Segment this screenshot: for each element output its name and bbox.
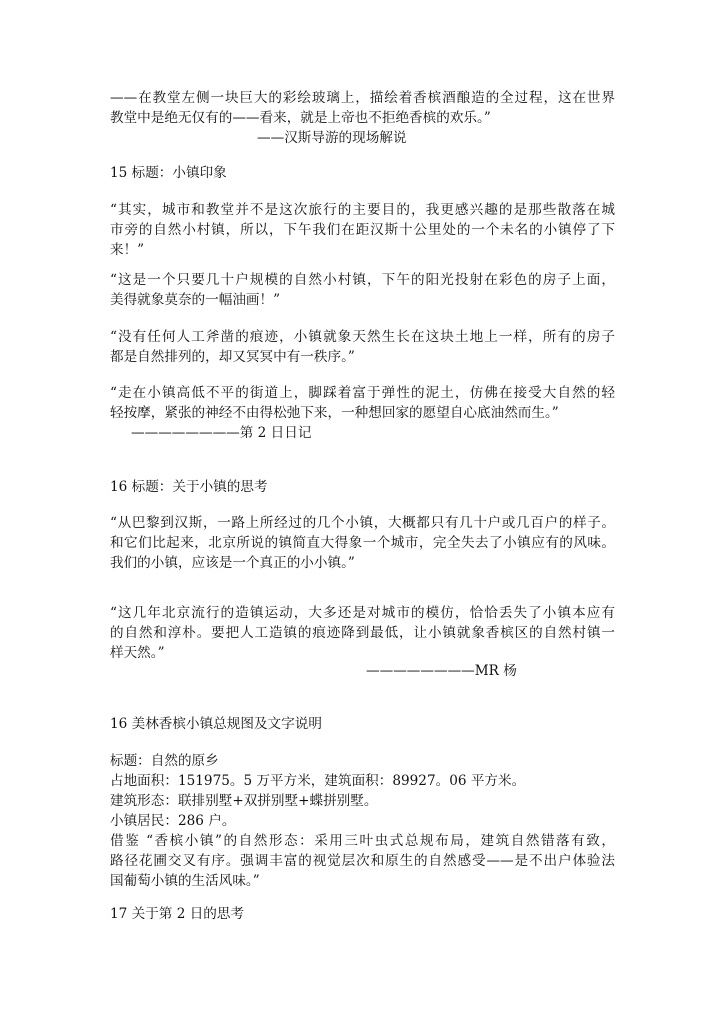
plan-form: 建筑形态：联排别墅+双拼别墅+蝶拼别墅。	[110, 793, 378, 809]
paragraph-line: 轻按摩，紧张的神经不由得松弛下来，一种想回家的愿望自心底油然而生。”	[110, 405, 559, 421]
paragraph-line: 美得就象莫奈的一幅油画！”	[110, 292, 281, 308]
plan-reference-line: 路径花圃交叉有序。强调丰富的视觉层次和原生的自然感受——是不出户体验法	[110, 853, 615, 869]
intro-quote-line: 教堂中是绝无仅有的——看来，就是上帝也不拒绝香槟的欢乐。”	[110, 110, 491, 126]
intro-attribution: ——汉斯导游的现场解说	[257, 130, 407, 146]
paragraph-line: 市旁的自然小村镇，所以，下午我们在距汉斯十公里处的一个未名的小镇停了下	[110, 222, 615, 238]
intro-quote	[110, 88, 615, 128]
paragraph-line: “这是一个只要几十户规模的自然小村镇，下午的阳光投射在彩色的房子上面，	[110, 272, 615, 288]
section-15-heading: 15 标题：小镇印象	[110, 165, 227, 181]
s16-attribution: ————————MR 杨	[366, 663, 517, 679]
paragraph-line: 和它们比起来，北京所说的镇简直大得象一个城市，完全失去了小镇应有的风味。	[110, 535, 615, 551]
plan-residents: 小镇居民：286 户。	[110, 813, 236, 829]
s15-paragraph-4	[110, 383, 615, 423]
paragraph-line: 来！”	[110, 242, 145, 258]
s16-paragraph-2	[110, 603, 615, 663]
section-16-heading: 16 标题：关于小镇的思考	[110, 479, 268, 495]
s15-attribution: ————————第 2 日日记	[131, 425, 312, 441]
plan-area: 占地面积：151975。5 万平方米，建筑面积：89927。06 平方米。	[110, 773, 526, 789]
plan-reference-line: 国葡萄小镇的生活风味。”	[110, 873, 260, 889]
paragraph-line: “没有任何人工斧凿的痕迹，小镇就象天然生长在这块土地上一样，所有的房子	[110, 329, 615, 345]
paragraph-line: “这几年北京流行的造镇运动，大多还是对城市的模仿，恰恰丢失了小镇本应有	[110, 605, 615, 621]
paragraph-line: “走在小镇高低不平的街道上，脚踩着富于弹性的泥土，仿佛在接受大自然的轻	[110, 385, 615, 401]
paragraph-line: 都是自然排列的，却又冥冥中有一秩序。”	[110, 349, 355, 365]
plan-description	[110, 751, 615, 891]
paragraph-line: 的自然和淳朴。要把人工造镇的痕迹降到最低，让小镇就象香槟区的自然村镇一	[110, 625, 615, 641]
paragraph-line: 我们的小镇，应该是一个真正的小小镇。”	[110, 555, 355, 571]
s16-paragraph-1	[110, 513, 615, 573]
plan-title: 标题：自然的原乡	[110, 753, 219, 769]
paragraph-line: “其实，城市和教堂并不是这次旅行的主要目的，我更感兴趣的是那些散落在城	[110, 202, 615, 218]
section-17-heading: 17 关于第 2 日的思考	[110, 906, 245, 922]
paragraph-line: 样天然。”	[110, 645, 165, 661]
paragraph-line: “从巴黎到汉斯，一路上所经过的几个小镇，大概都只有几十户或几百户的样子。	[110, 515, 615, 531]
section-16b-heading: 16 美林香槟小镇总规图及文字说明	[110, 716, 322, 732]
s15-paragraph-3	[110, 327, 615, 367]
s15-paragraph-2	[110, 270, 615, 310]
s15-paragraph-1	[110, 200, 615, 260]
plan-reference-line: 借鉴 “香槟小镇”的自然形态：采用三叶虫式总规布局，建筑自然错落有致，	[110, 833, 615, 849]
intro-quote-line: ——在教堂左侧一块巨大的彩绘玻璃上，描绘着香槟酒酿造的全过程，这在世界	[110, 90, 615, 106]
